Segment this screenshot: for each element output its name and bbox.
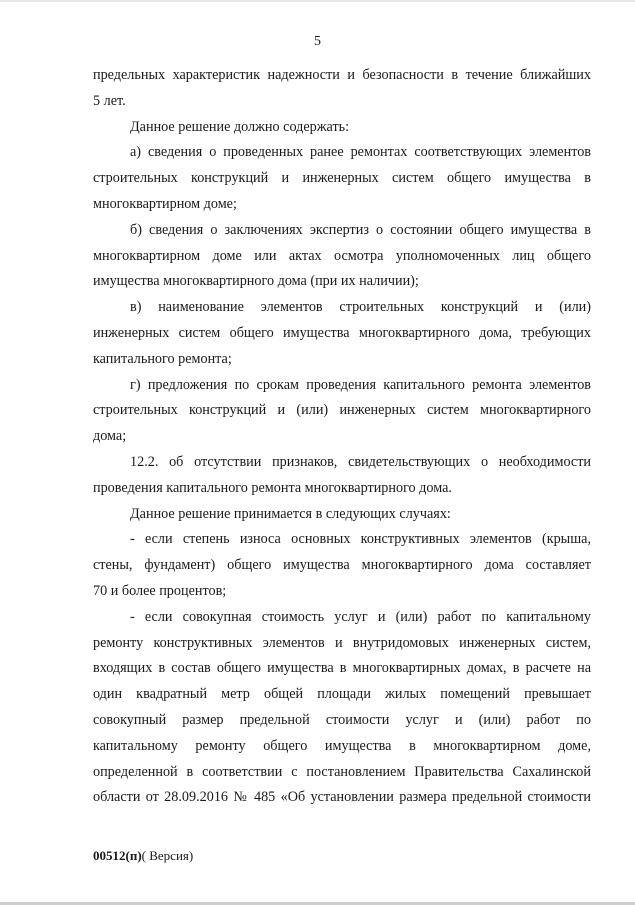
text-line: - если степень износа основных конструктивных элементов (крыша, bbox=[130, 531, 591, 548]
text-line: имущества многоквартирного дома (при их наличии); bbox=[93, 273, 419, 290]
text-line: - если совокупная стоимость услуг и (или) работ по капитальному bbox=[130, 608, 591, 625]
text-line: входящих в состав общего имущества в многоквартирных домах, в расчете на bbox=[93, 660, 591, 677]
text-line: Данное решение должно содержать: bbox=[130, 118, 350, 135]
text-line: строительных конструкций и инженерных систем общего имущества в bbox=[93, 170, 591, 187]
text-line: б) сведения о заключениях экспертиз о состоянии общего имущества в bbox=[130, 221, 591, 238]
text-line: многоквартирном доме; bbox=[93, 195, 237, 212]
text-line: Данное решение принимается в следующих случаях: bbox=[130, 505, 451, 522]
text-line: в) наименование элементов строительных конструкций и (или) bbox=[130, 299, 591, 316]
text-line: 12.2. об отсутствии признаков, свидетельствующих о необходимости bbox=[130, 453, 591, 470]
text-line: стены, фундамент) общего имущества многоквартирного дома составляет bbox=[93, 557, 591, 574]
text-line: области от 28.09.2016 № 485 «Об установлении размера предельной стоимости bbox=[93, 789, 591, 806]
text-line: капитального ремонта; bbox=[93, 350, 232, 367]
text-line: один квадратный метр общей площади жилых помещений превышает bbox=[93, 686, 591, 703]
scan-top-edge bbox=[0, 0, 635, 2]
text-line: инженерных систем общего имущества многоквартирного дома, требующих bbox=[93, 324, 591, 341]
document-footer bbox=[93, 848, 193, 864]
text-line: г) предложения по срокам проведения капитального ремонта элементов bbox=[130, 376, 591, 393]
text-line: 5 лет. bbox=[93, 92, 126, 109]
text-line: проведения капитального ремонта многоквартирного дома. bbox=[93, 479, 452, 496]
text-line: совокупный размер предельной стоимости услуг и (или) работ по bbox=[93, 711, 591, 728]
text-line: 70 и более процентов; bbox=[93, 582, 227, 599]
text-line: капитальному ремонту общего имущества в многоквартирном доме, bbox=[93, 737, 591, 754]
page-number: 5 bbox=[314, 34, 321, 49]
document-code: 00512(п) bbox=[93, 848, 142, 863]
document-version: ( Версия) bbox=[141, 848, 194, 863]
text-line: предельных характеристик надежности и безопасности в течение ближайших bbox=[93, 67, 591, 83]
text-line: определенной в соответствии с постановлением Правительства Сахалинской bbox=[93, 763, 591, 780]
text-line: дома; bbox=[93, 428, 127, 445]
text-line: строительных конструкций и (или) инженерных систем многоквартирного bbox=[93, 402, 591, 419]
text-line: многоквартирном доме или актах осмотра уполномоченных лиц общего bbox=[93, 247, 591, 264]
text-line: ремонту конструктивных элементов и внутридомовых инженерных систем, bbox=[93, 634, 591, 651]
document-body bbox=[93, 63, 591, 811]
text-line: а) сведения о проведенных ранее ремонтах соответствующих элементов bbox=[130, 144, 591, 161]
